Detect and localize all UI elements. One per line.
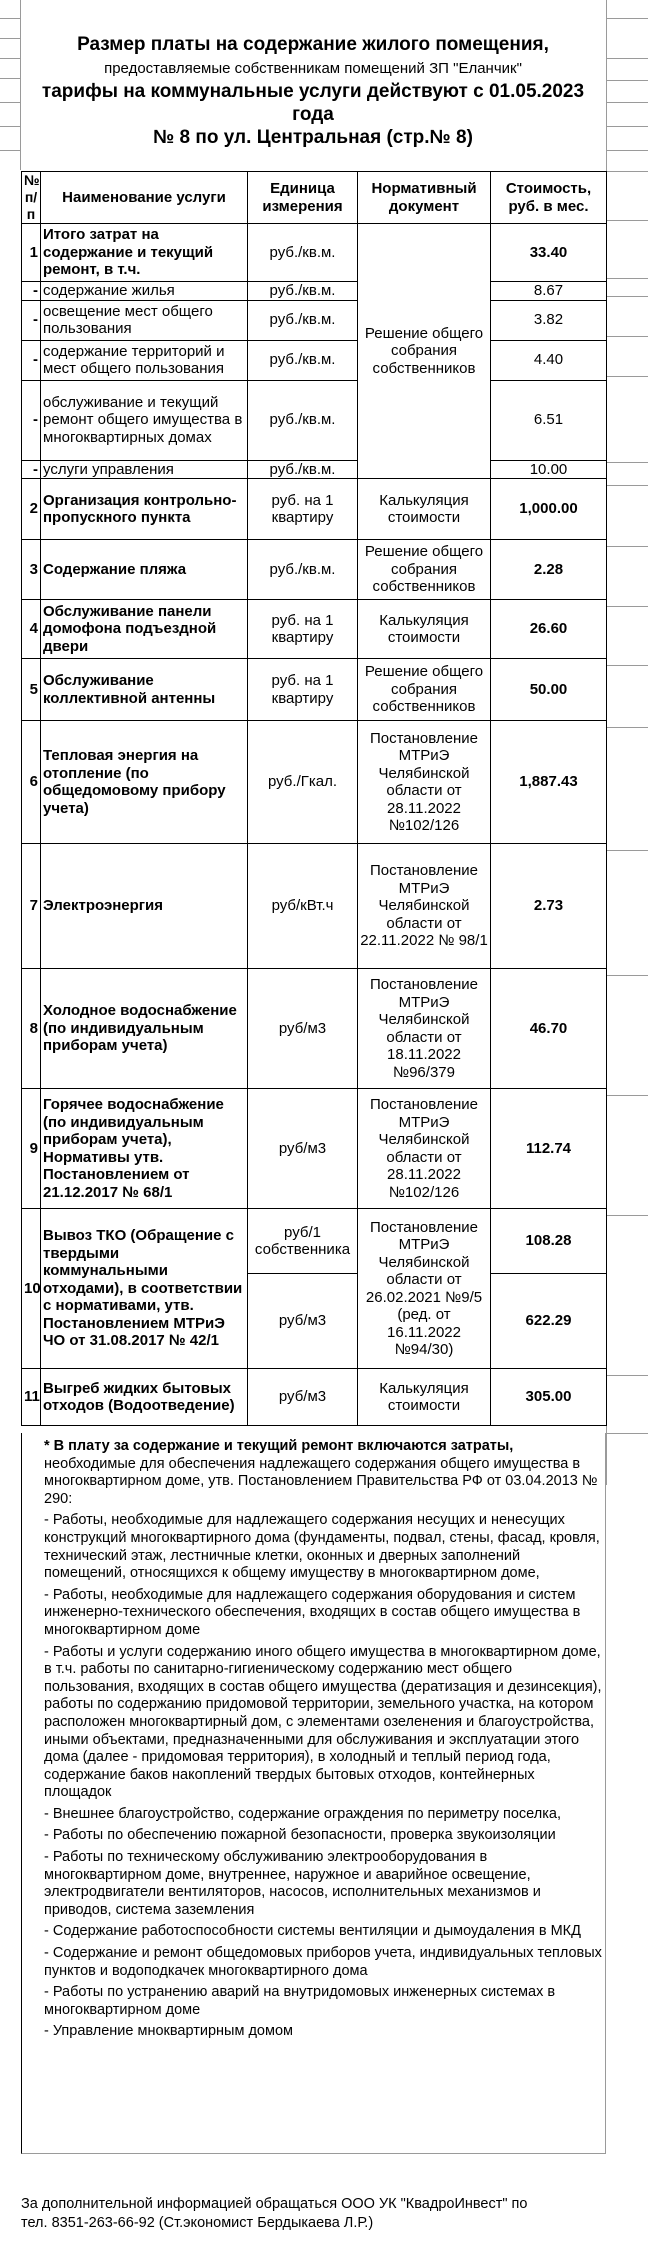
unit: руб/м3 bbox=[248, 1089, 358, 1209]
service-name: освещение мест общего пользования bbox=[41, 300, 248, 340]
cost: 33.40 bbox=[491, 224, 607, 282]
list-item: - Управление мноквартирным домом bbox=[44, 2023, 293, 2040]
table-row bbox=[22, 540, 607, 600]
cost: 1,000.00 bbox=[491, 479, 607, 540]
unit: руб./кв.м. bbox=[248, 540, 358, 600]
table-row bbox=[22, 659, 607, 721]
service-name: Холодное водоснабжение (по индивидуальным приборам учета) bbox=[41, 969, 248, 1089]
list-item: - Работы, необходимые для надлежащего содержания несущих и ненесущих конструкций многоквартирного дома (фундаменты, подвал, стены, фасад, кровля, технический этаж, лестничные клетки, оконных и дверных заполнений помещений, относящихся к общему имуществу в многоквартирном доме, bbox=[44, 1512, 600, 1582]
service-name: Содержание пляжа bbox=[41, 540, 248, 600]
col-header-cost: Стоимость, руб. в мес. bbox=[491, 172, 607, 224]
row-num: - bbox=[22, 300, 41, 340]
table-row bbox=[22, 600, 607, 659]
doc-subtitle: предоставляемые собственникам помещений ЗП "Еланчик" bbox=[104, 60, 522, 77]
notes-lead-rest: необходимые для обеспечения надлежащего содержания общего имущества в многоквартирном доме, утв. Постановлением Правительства РФ от 03.04.2013 № 290: bbox=[44, 1455, 598, 1507]
normative-doc: Постановление МТРиЭ Челябинской области от 18.11.2022 №96/379 bbox=[358, 969, 491, 1089]
unit: руб. на 1 квартиру bbox=[248, 659, 358, 721]
table-row bbox=[22, 1089, 607, 1209]
normative-doc: Постановление МТРиЭ Челябинской области от 22.11.2022 № 98/1 bbox=[358, 844, 491, 969]
table-row bbox=[22, 340, 607, 380]
service-name: Тепловая энергия на отопление (по общедомовому прибору учета) bbox=[41, 721, 248, 844]
normative-doc: Постановление МТРиЭ Челябинской области от 28.11.2022 №102/126 bbox=[358, 721, 491, 844]
left-grid-fragment bbox=[0, 0, 21, 170]
list-item: - Внешнее благоустройство, содержание ограждения по периметру поселка, bbox=[44, 1805, 561, 1822]
normative-doc: Калькуляция стоимости bbox=[358, 600, 491, 659]
table-row bbox=[22, 460, 607, 479]
row-num: - bbox=[22, 340, 41, 380]
row-num: - bbox=[22, 380, 41, 460]
cost: 2.28 bbox=[491, 540, 607, 600]
list-item: - Содержание и ремонт общедомовых приборов учета, индивидуальных тепловых пунктов и водоподкачек многоквартирного дома bbox=[44, 1945, 602, 1979]
unit: руб. на 1 квартиру bbox=[248, 600, 358, 659]
tariff-validity-heading: тарифы на коммунальные услуги действуют с 01.05.2023 года bbox=[41, 81, 585, 125]
table-row bbox=[22, 224, 607, 282]
notes-lead-bold: * В плату за содержание и текущий ремонт включаются затраты, bbox=[44, 1438, 514, 1454]
list-item: - Содержание работоспособности системы вентиляции и дымоудаления в МКД bbox=[44, 1923, 581, 1940]
cost: 108.28 bbox=[491, 1209, 607, 1274]
row-num: 1 bbox=[22, 224, 41, 282]
unit: руб./кв.м. bbox=[248, 282, 358, 301]
row-num: 7 bbox=[22, 844, 41, 969]
table-row bbox=[22, 479, 607, 540]
table-row bbox=[22, 969, 607, 1089]
row-num: 11 bbox=[22, 1369, 41, 1426]
col-header-unit: Единица измерения bbox=[248, 172, 358, 224]
col-header-doc: Нормативный документ bbox=[358, 172, 491, 224]
service-name: содержание жилья bbox=[41, 282, 248, 301]
col-header-name: Наименование услуги bbox=[41, 172, 248, 224]
cost: 3.82 bbox=[491, 300, 607, 340]
unit: руб/м3 bbox=[248, 1369, 358, 1426]
service-name: Выгреб жидких бытовых отходов (Водоотведение) bbox=[41, 1369, 248, 1426]
row-num: 6 bbox=[22, 721, 41, 844]
list-item: - Работы, необходимые для надлежащего содержания оборудования и систем инженерно-технического обеспечения, входящих в состав общего имущества в многоквартирном доме bbox=[44, 1586, 581, 1638]
unit: руб./кв.м. bbox=[248, 300, 358, 340]
maintenance-notes bbox=[44, 1438, 604, 2041]
unit: руб/м3 bbox=[248, 969, 358, 1089]
unit: руб/1 собственника bbox=[248, 1209, 358, 1274]
contact-line-2: тел. 8351-263-66-92 (Ст.экономист Бердыкаева Л.Р.) bbox=[21, 2215, 374, 2231]
row-num: 9 bbox=[22, 1089, 41, 1209]
table-header-row bbox=[22, 172, 607, 224]
table-row bbox=[22, 844, 607, 969]
unit: руб./кв.м. bbox=[248, 340, 358, 380]
unit: руб./кв.м. bbox=[248, 380, 358, 460]
doc-title: Размер платы на содержание жилого помещения, bbox=[77, 34, 549, 55]
service-name: услуги управления bbox=[41, 460, 248, 479]
address-heading: № 8 по ул. Центральная (стр.№ 8) bbox=[153, 127, 473, 148]
cost: 10.00 bbox=[491, 460, 607, 479]
table-row bbox=[22, 300, 607, 340]
service-name: Итого затрат на содержание и текущий ремонт, в т.ч. bbox=[41, 224, 248, 282]
row-num: - bbox=[22, 282, 41, 301]
unit: руб./Гкал. bbox=[248, 721, 358, 844]
cost: 305.00 bbox=[491, 1369, 607, 1426]
unit: руб./кв.м. bbox=[248, 460, 358, 479]
row-num: 5 bbox=[22, 659, 41, 721]
unit: руб/м3 bbox=[248, 1274, 358, 1369]
tariff-table bbox=[21, 171, 607, 1426]
row-num: 10 bbox=[22, 1209, 41, 1369]
row-num: 2 bbox=[22, 479, 41, 540]
notes-lead bbox=[44, 1438, 604, 1508]
table-row bbox=[22, 1209, 607, 1274]
row-num: - bbox=[22, 460, 41, 479]
cost: 1,887.43 bbox=[491, 721, 607, 844]
normative-doc: Калькуляция стоимости bbox=[358, 479, 491, 540]
row-num: 3 bbox=[22, 540, 41, 600]
list-item: - Работы и услуги содержанию иного общего имущества в многоквартирном доме, в т.ч. работы по санитарно-гигиеническому содержанию мест общего пользования, входящих в состав общего имущества (дератизация и дезинсекция), работы по содержанию придомовой территории, земельного участка, на котором расположен многоквартирный дом, с элементами озеленения и благоустройства, иными объектами, предназначенными для обслуживания и эксплуатации этого дома (далее - придомовая территория), в холодный и теплый период года, содержание баков накоплений твердых бытовых отходов, контейнерных площадок bbox=[44, 1643, 602, 1801]
service-name: Вывоз ТКО (Обращение с твердыми коммунальными отходами), в соответствии с нормативами, утв. Постановлением МТРиЭ ЧО от 31.08.2017 № 42/1 bbox=[41, 1209, 248, 1369]
list-item: - Работы по устранению аварий на внутридомовых инженерных системах в многоквартирном доме bbox=[44, 1984, 556, 2018]
normative-doc: Решение общего собрания собственников bbox=[358, 540, 491, 600]
cost: 622.29 bbox=[491, 1274, 607, 1369]
normative-doc: Калькуляция стоимости bbox=[358, 1369, 491, 1426]
table-row bbox=[22, 282, 607, 301]
unit: руб./кв.м. bbox=[248, 224, 358, 282]
unit: руб/кВт.ч bbox=[248, 844, 358, 969]
table-row bbox=[22, 1369, 607, 1426]
unit: руб. на 1 квартиру bbox=[248, 479, 358, 540]
right-grid-fragment bbox=[606, 0, 648, 1485]
normative-doc: Решение общего собрания собственников bbox=[358, 659, 491, 721]
cost: 112.74 bbox=[491, 1089, 607, 1209]
row-num: 8 bbox=[22, 969, 41, 1089]
contact-footer bbox=[21, 2195, 621, 2233]
row-num: 4 bbox=[22, 600, 41, 659]
cost: 8.67 bbox=[491, 282, 607, 301]
service-name: Организация контрольно-пропускного пункта bbox=[41, 479, 248, 540]
col-header-num: № п/п bbox=[22, 172, 41, 224]
table-row bbox=[22, 380, 607, 460]
service-name: Горячее водоснабжение (по индивидуальным приборам учета), Нормативы утв. Постановлением от 21.12.2017 № 68/1 bbox=[41, 1089, 248, 1209]
cost: 2.73 bbox=[491, 844, 607, 969]
service-name: Электроэнергия bbox=[41, 844, 248, 969]
normative-doc: Постановление МТРиЭ Челябинской области от 26.02.2021 №9/5 (ред. от 16.11.2022 №94/30) bbox=[358, 1209, 491, 1369]
service-name: обслуживание и текущий ремонт общего имущества в многоквартирных домах bbox=[41, 380, 248, 460]
list-item: - Работы по обеспечению пожарной безопасности, проверка звукоизоляции bbox=[44, 1827, 556, 1844]
service-name: содержание территорий и мест общего пользования bbox=[41, 340, 248, 380]
normative-doc: Решение общего собрания собственников bbox=[358, 224, 491, 479]
cost: 46.70 bbox=[491, 969, 607, 1089]
cost: 6.51 bbox=[491, 380, 607, 460]
cost: 4.40 bbox=[491, 340, 607, 380]
list-item: - Работы по техническому обслуживанию электрооборудования в многоквартирном доме, внутреннее, наружное и аварийное освещение, электродвигатели вентиляторов, насосов, исполнительных механизмов и приводов, система заземления bbox=[44, 1849, 541, 1918]
table-row bbox=[22, 721, 607, 844]
normative-doc: Постановление МТРиЭ Челябинской области от 28.11.2022 №102/126 bbox=[358, 1089, 491, 1209]
service-name: Обслуживание панели домофона подъездной двери bbox=[41, 600, 248, 659]
service-name: Обслуживание коллективной антенны bbox=[41, 659, 248, 721]
cost: 50.00 bbox=[491, 659, 607, 721]
contact-line-1: За дополнительной информацией обращаться ООО УК "КвадроИнвест" по bbox=[21, 2196, 528, 2212]
cost: 26.60 bbox=[491, 600, 607, 659]
